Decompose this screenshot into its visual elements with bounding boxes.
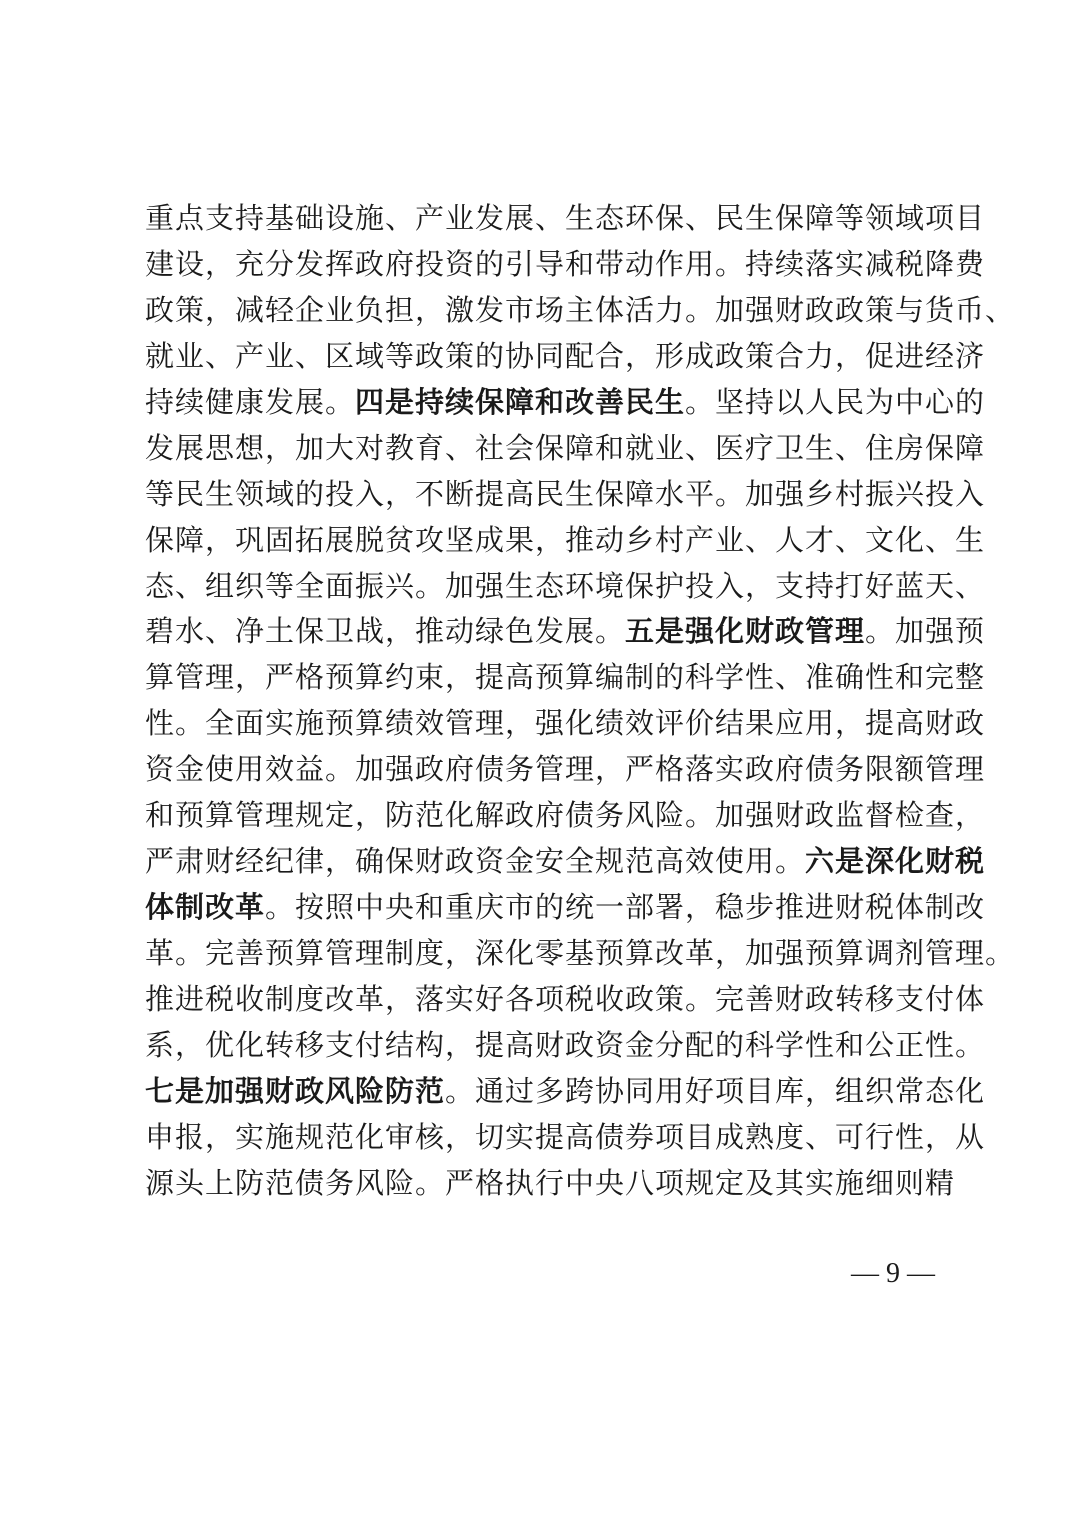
bold-heading-text: 体制改革 [145, 890, 266, 925]
body-text-segment: 源头上防范债务风险。严格执行中央八项规定及其实施细则精 [145, 1165, 956, 1200]
body-text-segment: 。通过多跨协同用好项目库，组织常态化 [445, 1073, 986, 1108]
body-text [145, 196, 1016, 1207]
body-text-segment: 态、组织等全面振兴。加强生态环境保护投入，支持打好蓝天、 [145, 568, 986, 603]
text-line [145, 288, 1016, 334]
text-line [145, 839, 986, 885]
body-text-segment: 政策，减轻企业负担，激发市场主体活力。加强财政政策与货币、 [145, 292, 1016, 327]
text-line [145, 701, 986, 747]
bold-heading-text: 四是持续保障和改善民生 [355, 384, 686, 419]
text-line [145, 472, 986, 518]
body-text-segment: 严肃财经纪律，确保财政资金安全规范高效使用。 [145, 844, 806, 879]
text-line [145, 793, 986, 839]
text-line [145, 655, 986, 701]
text-line [145, 426, 986, 472]
body-text-segment: 发展思想，加大对教育、社会保障和就业、医疗卫生、住房保障 [145, 430, 986, 465]
body-text-segment: 性。全面实施预算绩效管理，强化绩效评价结果应用，提高财政 [145, 706, 986, 741]
bold-heading-text: 五是强化财政管理 [625, 614, 866, 649]
text-line [145, 747, 986, 793]
text-line [145, 518, 986, 564]
bold-heading-text: 六是深化财税 [805, 844, 986, 879]
body-text-segment: 申报，实施规范化审核，切实提高债券项目成熟度、可行性，从 [145, 1119, 986, 1154]
body-text-segment: 建设，充分发挥政府投资的引导和带动作用。持续落实减税降费 [145, 246, 986, 281]
text-line [145, 380, 986, 426]
body-text-segment: 。加强预 [865, 614, 986, 649]
text-line [145, 1023, 986, 1069]
text-line [145, 1161, 956, 1207]
body-text-segment: 系，优化转移支付结构，提高财政资金分配的科学性和公正性。 [145, 1027, 986, 1062]
text-line [145, 609, 986, 655]
body-text-segment: 算管理，严格预算约束，提高预算编制的科学性、准确性和完整 [145, 660, 986, 695]
text-line [145, 564, 986, 610]
body-text-segment: 。坚持以人民为中心的 [685, 384, 986, 419]
body-text-segment: 就业、产业、区域等政策的协同配合，形成政策合力，促进经济 [145, 338, 986, 373]
text-line [145, 1115, 986, 1161]
text-line [145, 334, 986, 380]
text-line [145, 1069, 986, 1115]
text-line [145, 931, 1016, 977]
body-text-segment: 等民生领域的投入，不断提高民生保障水平。加强乡村振兴投入 [145, 476, 986, 511]
body-text-segment: 推进税收制度改革，落实好各项税收政策。完善财政转移支付体 [145, 981, 986, 1016]
bold-heading-text: 七是加强财政风险防范 [145, 1073, 446, 1108]
page-number: — 9 — [851, 1258, 935, 1289]
body-text-segment: 碧水、净土保卫战，推动绿色发展。 [145, 614, 626, 649]
body-text-segment: 。按照中央和重庆市的统一部署，稳步推进财税体制改 [265, 890, 986, 925]
text-line [145, 885, 986, 931]
body-text-segment: 保障，巩固拓展脱贫攻坚成果，推动乡村产业、人才、文化、生 [145, 522, 986, 557]
text-line [145, 242, 986, 288]
text-line [145, 977, 986, 1023]
text-line [145, 196, 986, 242]
body-text-segment: 持续健康发展。 [145, 384, 356, 419]
body-text-segment: 和预算管理规定，防范化解政府债务风险。加强财政监督检查， [145, 798, 986, 833]
body-text-segment: 重点支持基础设施、产业发展、生态环保、民生保障等领域项目 [145, 201, 986, 235]
body-text-segment: 资金使用效益。加强政府债务管理，严格落实政府债务限额管理 [145, 752, 986, 787]
body-text-segment: 革。完善预算管理制度，深化零基预算改革，加强预算调剂管理。 [145, 936, 1016, 970]
